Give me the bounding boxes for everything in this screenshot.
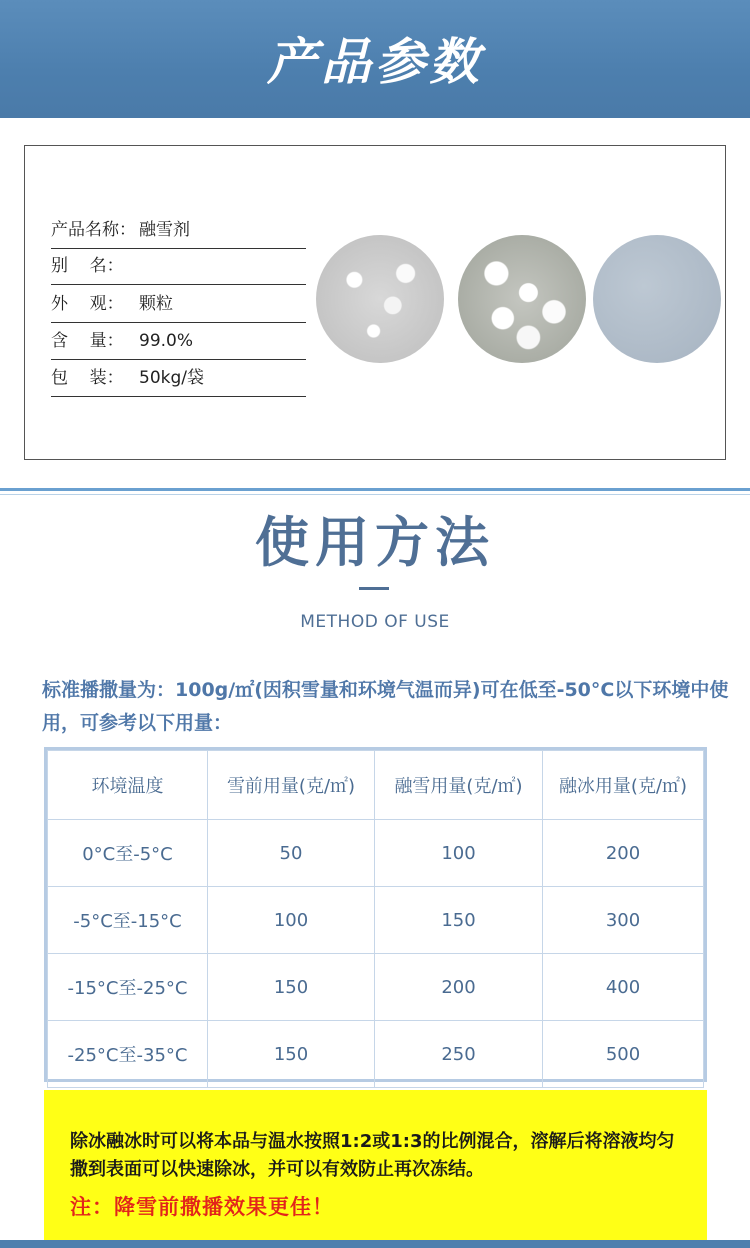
table-cell: 150	[375, 887, 543, 954]
spec-label: 别 名：	[51, 256, 124, 276]
spec-value: 99.0%	[139, 331, 194, 351]
table-header: 雪前用量(克/㎡)	[208, 751, 375, 820]
table-header: 环境温度	[48, 751, 208, 820]
product-photo-pellets	[458, 235, 586, 363]
section-divider-thin	[0, 494, 750, 495]
table-cell: 0°C至-5°C	[48, 820, 208, 887]
product-photo-crystals	[316, 235, 444, 363]
spec-label: 包 装：	[51, 368, 124, 388]
table-cell: 100	[375, 820, 543, 887]
table-cell: 200	[543, 820, 704, 887]
bottom-bar	[0, 1240, 750, 1248]
spec-row-packaging	[51, 360, 306, 397]
table-cell: 400	[543, 954, 704, 1021]
banner-title: 产品参数	[267, 33, 483, 91]
table-cell: -25°C至-35°C	[48, 1021, 208, 1088]
table-row	[48, 954, 704, 1021]
section-divider	[0, 488, 750, 491]
table-row	[48, 820, 704, 887]
note-warning: 注：降雪前撒播效果更佳！	[70, 1195, 334, 1219]
spec-value: 融雪剂	[139, 220, 190, 240]
spec-row-appearance	[51, 286, 306, 323]
method-subtitle: METHOD OF USE	[300, 612, 450, 632]
table-cell: 150	[208, 954, 375, 1021]
table-cell: 100	[208, 887, 375, 954]
table-cell: 200	[375, 954, 543, 1021]
title-dash	[359, 587, 389, 590]
spec-row-name	[51, 212, 306, 249]
table-cell: 250	[375, 1021, 543, 1088]
spec-value: 50kg/袋	[139, 368, 204, 388]
spec-label: 外 观：	[51, 294, 124, 314]
note-text: 除冰融冰时可以将本品与温水按照1:2或1:3的比例混合，溶解后将溶液均匀撒到表面可以快速除冰，并可以有效防止再次冻结。	[70, 1131, 675, 1180]
table-cell: 500	[543, 1021, 704, 1088]
spec-row-alias	[51, 248, 306, 285]
usage-table	[44, 747, 707, 1082]
table-row	[48, 1021, 704, 1088]
note-box	[44, 1090, 707, 1240]
spec-label: 产品名称：	[51, 220, 136, 240]
table-header-row	[48, 751, 704, 820]
table-cell: -15°C至-25°C	[48, 954, 208, 1021]
table-cell: 150	[208, 1021, 375, 1088]
usage-intro: 标准播撒量为：100g/㎡(因积雪量和环境气温而异)可在低至-50°C以下环境中使用，可参考以下用量：	[42, 679, 729, 734]
spec-value: 颗粒	[139, 294, 173, 314]
header-banner	[0, 0, 750, 118]
spec-label: 含 量：	[51, 331, 124, 351]
table-cell: 50	[208, 820, 375, 887]
spec-row-content	[51, 323, 306, 360]
product-photo-powder	[593, 235, 721, 363]
table-header: 融冰用量(克/㎡)	[543, 751, 704, 820]
table-cell: 300	[543, 887, 704, 954]
table-row	[48, 887, 704, 954]
table-header: 融雪用量(克/㎡)	[375, 751, 543, 820]
method-title: 使用方法	[255, 511, 495, 574]
table-cell: -5°C至-15°C	[48, 887, 208, 954]
